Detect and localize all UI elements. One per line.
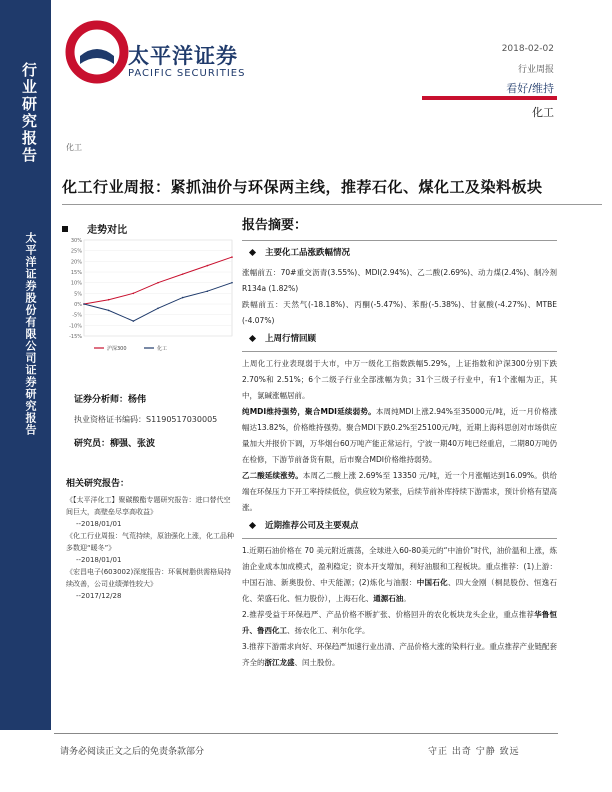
mdi-lead: 纯MDI维持强势，聚合MDI延续弱势。 bbox=[242, 407, 376, 416]
chart-plot-area bbox=[84, 240, 232, 336]
related-report-date: --2018/01/01 bbox=[76, 556, 122, 564]
bullet-square-icon bbox=[62, 226, 68, 232]
related-report-date: --2017/12/28 bbox=[76, 592, 122, 600]
chart-y-tick: 0% bbox=[74, 302, 82, 308]
adipic-lead: 乙二酸延续涨势。 bbox=[242, 471, 303, 480]
recommendation-1 bbox=[242, 543, 557, 607]
chart-legend-label: 化工 bbox=[157, 346, 168, 352]
breadcrumb: 化工 bbox=[66, 143, 82, 152]
report-summary bbox=[242, 218, 557, 671]
chart-y-tick: 25% bbox=[70, 248, 82, 255]
analyst-cert: 执业资格证书编码：S1190517030005 bbox=[74, 415, 218, 424]
adipic-body: 本周乙二酸上涨 2.69%至 13350 元/吨，近一个月涨幅达到16.09%。供给端在环保压力下开工率持续低位，供应较为紧张，后续节前补库持续下游需求，预计价格有望高涨。 bbox=[242, 471, 557, 512]
bullet-diamond-icon bbox=[249, 249, 256, 256]
recommendation-2 bbox=[242, 607, 557, 639]
footer-motto: 守正 出奇 宁静 致远 bbox=[428, 747, 520, 757]
chart-y-tick: 10% bbox=[70, 280, 82, 287]
recommendation-3 bbox=[242, 639, 557, 671]
rec3-tail: 、闰土股份。 bbox=[294, 658, 340, 667]
section-heading: 近期推荐公司及主要观点 bbox=[265, 521, 359, 531]
chart-point bbox=[182, 297, 184, 299]
chart-point bbox=[157, 307, 159, 309]
related-report-link[interactable]: 《化工行业周报：气荒持续，原油强化上涨，化工品种多数迎“暖冬”》 bbox=[66, 532, 234, 552]
chart-point bbox=[231, 282, 233, 284]
section-price-changes bbox=[242, 245, 557, 261]
researcher-names: 研究员：柳强、张波 bbox=[74, 439, 156, 449]
footer-disclaimer: 请务必阅读正文之后的免责条款部分 bbox=[60, 747, 205, 757]
bullet-diamond-icon bbox=[249, 522, 256, 529]
summary-heading: 报告摘要： bbox=[242, 218, 308, 233]
chart-point bbox=[133, 293, 135, 295]
page-title: 化工行业周报：紧抓油价与环保两主线，推荐石化、煤化工及染料板块 bbox=[62, 178, 543, 196]
logo-name-en: PACIFIC SECURITIES bbox=[128, 68, 246, 79]
section-recommendations bbox=[242, 518, 557, 534]
mdi-body: 本周纯MDI上涨2.94%至35000元/吨，近一月价格涨幅达13.82%，价格维持强势。聚合MDI下跌0.2%至25100元/吨，近期上海科思创对市场供应量加大并报价下调，万华烟台60万吨产能正常运行，宁波一期40万吨已经重启，二期80万吨仍在检修，下游节前备货有限，后市聚合MDI价格维持弱势。 bbox=[242, 407, 557, 464]
chart-point bbox=[182, 273, 184, 275]
chart-series-line bbox=[84, 257, 232, 304]
related-report-link[interactable]: 《【太平洋化工】聚碳酸酯专题研究报告：进口替代空间巨大，高壁垒尽享高收益》 bbox=[66, 496, 231, 516]
rec1-text: 1.近期石油价格在 70 美元附近震荡，全球进入60-80美元的“中油价”时代，油价温和上涨，炼油企业成本加成模式，盈利稳定；资本开支增加，利好油服和工程板块。重点推荐：(1)上游：中国石油、新奥股份、中天能源；(2)炼化与油服： bbox=[242, 546, 557, 587]
report-type: 行业周报 bbox=[517, 65, 554, 75]
chart-point bbox=[83, 303, 85, 305]
bullet-diamond-icon bbox=[249, 335, 256, 342]
title-divider bbox=[62, 204, 602, 205]
trend-heading-row bbox=[62, 218, 237, 237]
rec2-bold: 华鲁恒升、鲁西化工 bbox=[242, 610, 558, 635]
header-accent-bar bbox=[422, 96, 557, 100]
chart-y-tick: -10% bbox=[69, 323, 82, 330]
chart-point bbox=[207, 290, 209, 292]
trend-chart bbox=[62, 236, 237, 361]
rating-label: 看好/维持 bbox=[506, 82, 554, 95]
chart-point bbox=[157, 282, 159, 284]
summary-divider bbox=[242, 240, 557, 241]
related-heading: 相关研究报告： bbox=[66, 479, 130, 489]
section-heading: 主要化工品涨跌幅情况 bbox=[265, 248, 351, 258]
chart-point bbox=[108, 310, 110, 312]
section-heading: 上周行情回顾 bbox=[265, 334, 317, 344]
chart-y-tick: 15% bbox=[70, 270, 82, 276]
rec3-text: 3.推荐下游需求向好、环保趋严加速行业出清、产品价格大涨的染料行业。重点推荐产业链配套齐全的 bbox=[242, 642, 557, 667]
chart-point bbox=[133, 320, 135, 322]
trend-heading: 走势对比 bbox=[87, 225, 128, 236]
adipic-paragraph bbox=[242, 468, 557, 516]
footer-divider bbox=[54, 733, 558, 734]
related-reports bbox=[66, 478, 234, 602]
chart-y-tick: -15% bbox=[69, 334, 82, 340]
section-market-review bbox=[242, 331, 557, 347]
chart-y-tick: -5% bbox=[72, 312, 82, 319]
analyst-name: 证券分析师：杨伟 bbox=[74, 395, 147, 405]
rec1-bold: 中国石化 bbox=[416, 578, 448, 587]
related-report-date: --2018/01/01 bbox=[76, 520, 122, 528]
section-divider bbox=[242, 351, 557, 352]
rec2-text: 2.推荐受益于环保趋严、产品价格不断扩张、价格回升的农化板块龙头企业，重点推荐 bbox=[242, 610, 535, 619]
chart-series-line bbox=[84, 283, 232, 321]
chart-y-tick: 30% bbox=[70, 238, 82, 244]
chart-point bbox=[231, 256, 233, 258]
chart-legend-label: 沪深300 bbox=[107, 346, 127, 352]
chart-point bbox=[207, 265, 209, 267]
related-report-link[interactable]: 《宏昌电子(603002)深度报告：环氧树脂供需格局持续改善，公司业绩弹性较大》 bbox=[66, 568, 232, 588]
report-date: 2018-02-02 bbox=[501, 44, 554, 54]
section-divider bbox=[242, 538, 557, 539]
chart-point bbox=[108, 299, 110, 301]
market-review-paragraph: 上周化工行业表现弱于大市，中万一级化工指数跌幅5.29%，上证指数和沪深300分别下跌 2.70%和 2.51%；6个二级子行业全部涨幅为负；31个三级子行业中，有1个涨幅为正，其中，氯碱涨幅居前。 bbox=[242, 359, 557, 400]
chart-y-tick: 20% bbox=[70, 259, 82, 266]
rec1-tail: 、四大金刚（桐昆股份、恒逸石化、荣盛石化、恒力股份），上海石化、 bbox=[242, 578, 557, 603]
price-up-list: 涨幅前五：70#重交沥青(3.55%)、MDI(2.94%)、乙二酸(2.69%)、动力煤(2.4%)、制冷剂R134a (1.82%) bbox=[242, 268, 557, 293]
price-down-list: 跌幅前五：天然气(-18.18%)、丙酮(-5.47%)、苯酚(-5.38%)、甘氨酸(-4.27%)、MTBE (-4.07%) bbox=[242, 300, 557, 325]
rec2-tail: 、扬农化工、利尔化学。 bbox=[287, 626, 370, 635]
rec1-bold2: 通源石油 bbox=[373, 594, 404, 603]
chart-y-tick: 5% bbox=[74, 291, 82, 298]
rec3-bold: 浙江龙盛 bbox=[264, 658, 295, 667]
logo-name-cn: 太平洋证券 bbox=[128, 44, 238, 68]
industry-label: 化工 bbox=[532, 106, 554, 119]
logo-wave-icon bbox=[80, 49, 114, 64]
mdi-paragraph bbox=[242, 404, 557, 468]
rec1-end: 。 bbox=[403, 594, 411, 603]
sidebar-company-label: 太平洋证券股份有限公司证券研究报告 bbox=[24, 232, 37, 436]
sidebar-report-category: 行业研究报告 bbox=[20, 62, 38, 164]
